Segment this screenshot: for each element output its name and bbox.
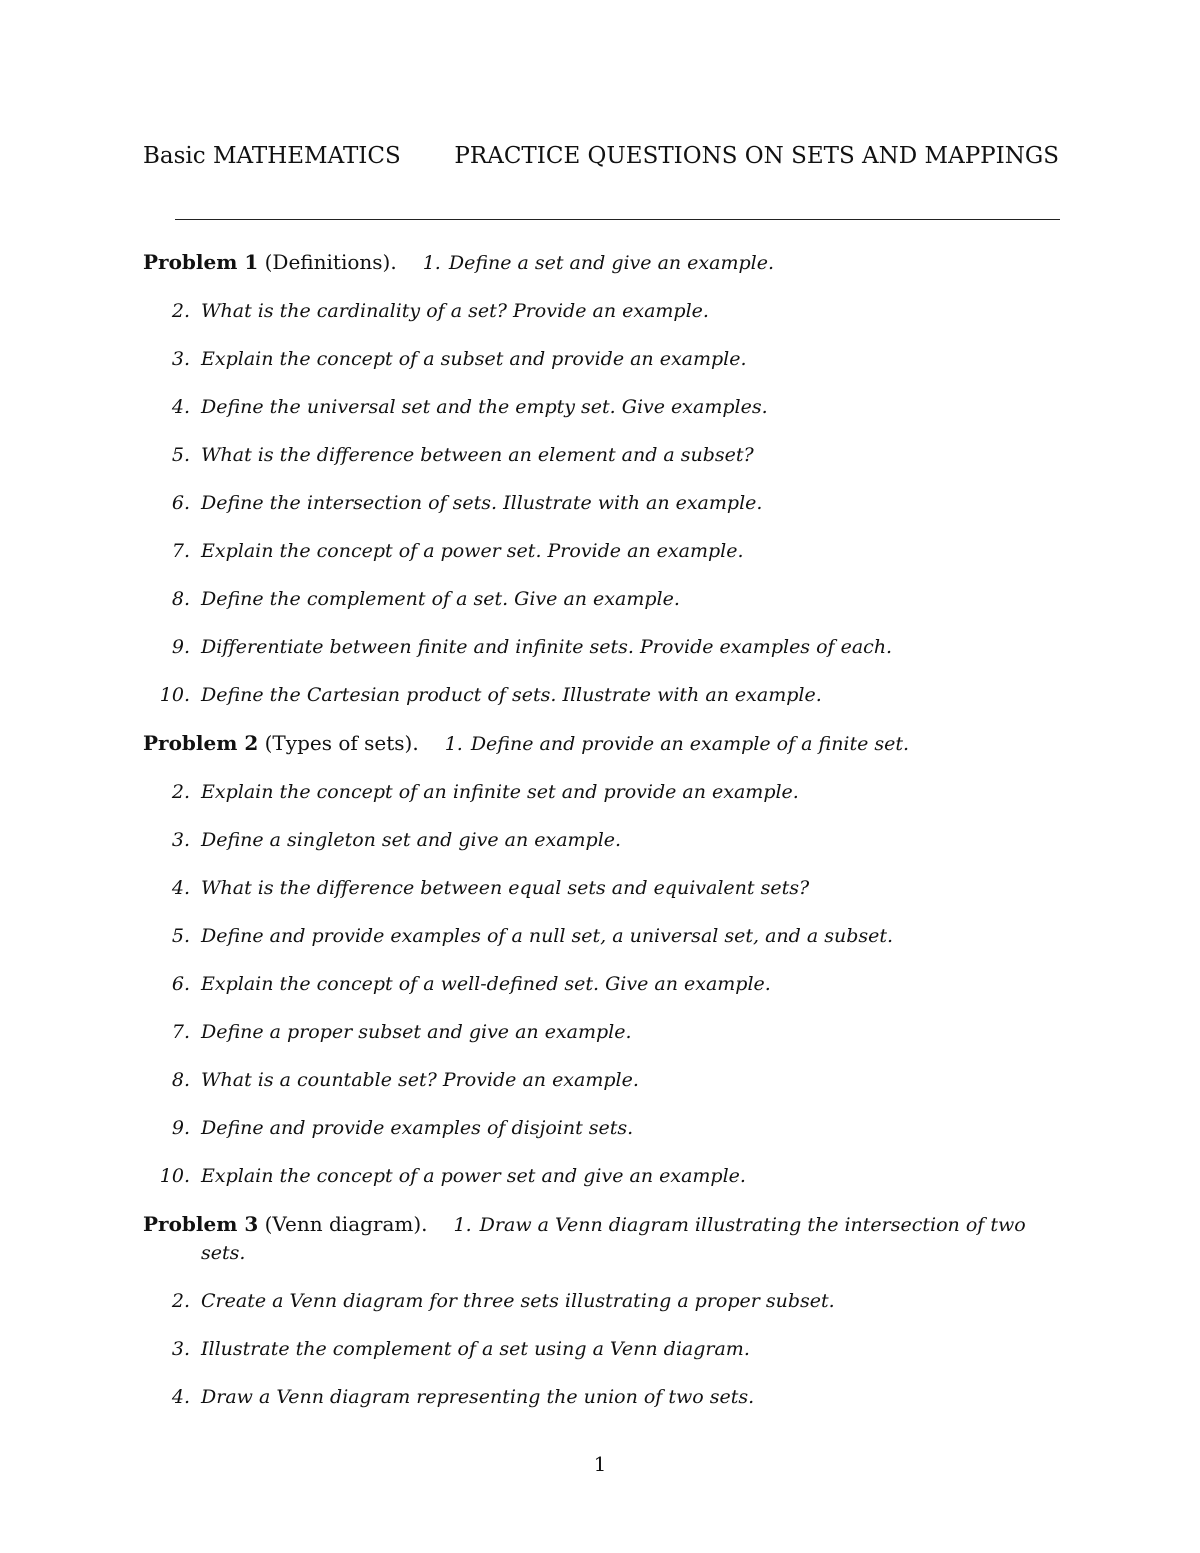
problem-2-heading-line [143,729,1060,758]
question-number: 2. [171,781,190,803]
question-item [143,393,1060,421]
question-number: 5. [171,444,190,466]
question-number: 5. [171,925,190,947]
problem-label: Problem 1 [143,250,259,274]
page-number: 1 [593,1452,607,1476]
problem-topic: (Definitions). [264,250,397,274]
question-text: Define the universal set and the empty set. Give examples. [201,396,768,418]
question-text: Explain the concept of a power set. Provide an example. [201,540,744,562]
question-text: Define a proper subset and give an example. [201,1021,632,1043]
question-number: 4. [171,877,190,899]
question-item [143,441,1060,469]
question-item [143,1287,1060,1315]
question-item [143,345,1060,373]
question-number: 7. [171,1021,190,1043]
question-number: 1. [422,252,441,274]
problem-list [143,248,1060,1431]
question-text: Explain the concept of a power set and give an example. [201,1165,746,1187]
question-item [143,537,1060,565]
question-text: Draw a Venn diagram illustrating the intersection of two [479,1214,1026,1236]
question-item [143,1066,1060,1094]
header-course-title: Basic MATHEMATICS [143,143,401,169]
question-number: 4. [171,396,190,418]
question-text: What is the difference between an element and a subset? [201,444,754,466]
question-number: 4. [171,1386,190,1408]
problem-2 [143,729,1060,1190]
question-text: Define the intersection of sets. Illustrate with an example. [201,492,763,514]
question-text: Illustrate the complement of a set using a Venn diagram. [201,1338,750,1360]
question-item [143,633,1060,661]
question-number: 2. [171,1290,190,1312]
question-text: What is the difference between equal sets and equivalent sets? [201,877,810,899]
question-number: 8. [171,588,190,610]
question-text: Explain the concept of a subset and provide an example. [201,348,747,370]
question-text: Create a Venn diagram for three sets illustrating a proper subset. [201,1290,835,1312]
question-item [143,970,1060,998]
question-item [143,1114,1060,1142]
question-item [143,1335,1060,1363]
question-text: Draw a Venn diagram representing the union of two sets. [201,1386,755,1408]
problem-1 [143,248,1060,709]
problem-label: Problem 3 [143,1212,259,1236]
question-item [143,1018,1060,1046]
question-number: 1. [453,1214,472,1236]
question-text-continuation: sets. [201,1242,246,1264]
question-item [143,778,1060,806]
question-text: What is a countable set? Provide an example. [201,1069,639,1091]
problem-1-heading-line [143,248,1060,277]
question-text: Define the complement of a set. Give an example. [201,588,680,610]
question-item [143,874,1060,902]
question-item [143,681,1060,709]
question-text: Define and provide examples of a null set, a universal set, and a subset. [201,925,894,947]
header-divider [175,219,1060,220]
question-number: 3. [171,348,190,370]
question-text: Explain the concept of an infinite set and provide an example. [201,781,799,803]
question-item [143,585,1060,613]
question-number: 8. [171,1069,190,1091]
question-text: Define a singleton set and give an example. [201,829,622,851]
question-item [143,1162,1060,1190]
problem-3-heading-line [143,1210,1060,1239]
question-number: 6. [171,973,190,995]
question-number: 7. [171,540,190,562]
question-number: 2. [171,300,190,322]
question-item [143,826,1060,854]
header-document-title: PRACTICE QUESTIONS ON SETS AND MAPPINGS [454,143,1059,169]
question-text: Define and provide an example of a finite set. [470,733,910,755]
question-item [143,1383,1060,1411]
question-item [143,922,1060,950]
question-number: 1. [444,733,463,755]
question-number: 9. [171,1117,190,1139]
problem-topic: (Types of sets). [264,731,419,755]
question-text: Explain the concept of a well-defined set. Give an example. [201,973,771,995]
problem-topic: (Venn diagram). [264,1212,428,1236]
question-number: 3. [171,829,190,851]
question-number: 10. [159,684,190,706]
question-text: What is the cardinality of a set? Provide an example. [201,300,709,322]
problem-label: Problem 2 [143,731,259,755]
question-item [143,489,1060,517]
problem-3 [143,1210,1060,1411]
question-text: Define a set and give an example. [448,252,775,274]
question-text: Define and provide examples of disjoint sets. [201,1117,634,1139]
question-text: Define the Cartesian product of sets. Illustrate with an example. [201,684,822,706]
question-number: 9. [171,636,190,658]
question-text: Differentiate between finite and infinite sets. Provide examples of each. [201,636,893,658]
question-number: 10. [159,1165,190,1187]
question-item [143,297,1060,325]
question-number: 3. [171,1338,190,1360]
question-number: 6. [171,492,190,514]
